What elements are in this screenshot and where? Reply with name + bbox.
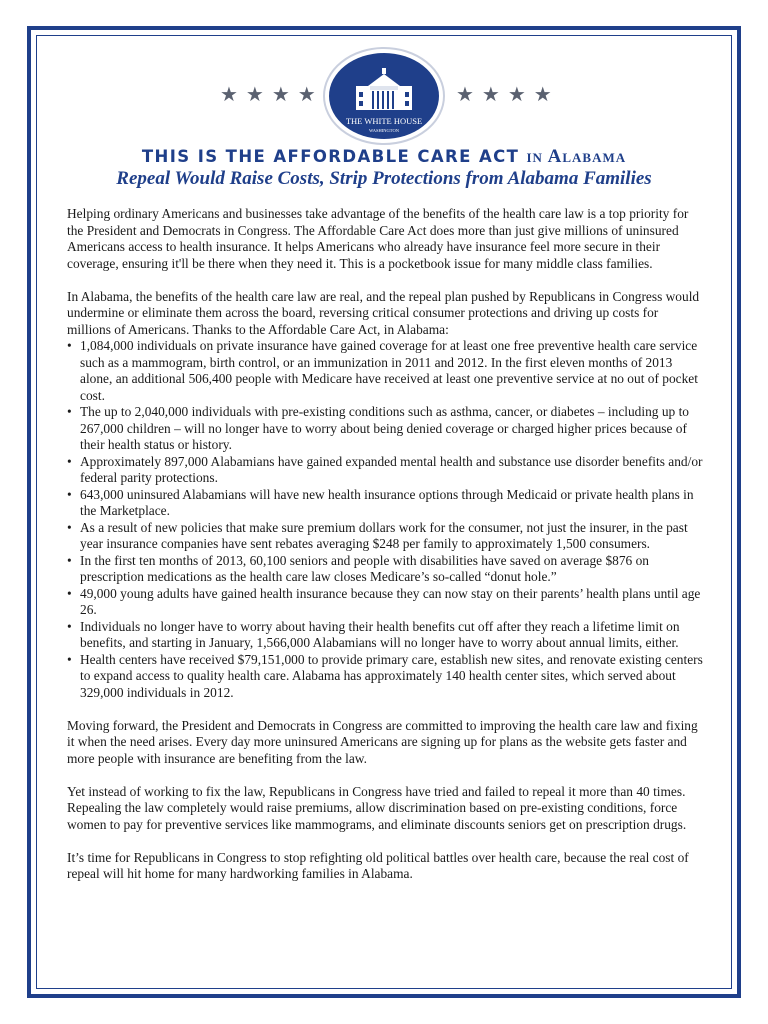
stars-right: ★★★★	[456, 82, 560, 106]
list-item: • As a result of new policies that make sure premium dollars work for the consumer, not just the insurer, in the past year insurance companies have sent rebates averaging $248 per family to approximately 1,500 consumers.	[67, 520, 703, 553]
paragraph-state-intro: In Alabama, the benefits of the health care law are real, and the repeal plan pushed by Republicans in Congress would undermine or eliminate them across the board, reversing critical consumer protections and driving up costs for millions of Americans. Thanks to the Affordable Care Act, in Alabama:	[67, 288, 700, 337]
seal-subtitle: WASHINGTON	[369, 128, 399, 133]
list-item: • Health centers have received $79,151,000 to provide primary care, establish new sites, and renovate existing centers to expand access to quality health care. Alabama has approximately 140 health center sites, which served about 329,000 individuals in 2012.	[67, 652, 703, 702]
title-main: THIS IS THE AFFORDABLE CARE ACT	[141, 147, 520, 166]
list-item: • 49,000 young adults have gained health insurance because they can now stay on their parents’ health plans until age 26.	[67, 586, 703, 619]
list-item: • In the first ten months of 2013, 60,100 seniors and people with disabilities have saved on average $876 on prescription medications as the health care law closes Medicare’s so-called “donut hole.”	[67, 553, 703, 586]
document-body	[67, 206, 703, 899]
list-item: • Approximately 897,000 Alabamians have gained expanded mental health and substance use disorder benefits and/or federal parity protections.	[67, 454, 703, 487]
document-subtitle: Repeal Would Raise Costs, Strip Protections from Alabama Families	[116, 168, 652, 189]
letterhead	[0, 46, 768, 146]
benefits-list	[67, 338, 703, 701]
seal-title: THE WHITE HOUSE	[345, 116, 423, 126]
list-item: • Individuals no longer have to worry about having their health benefits cut off after they reach a lifetime limit on benefits, and starting in January, 1,566,000 Alabamians will no longer have to worry about annual limits, either.	[67, 619, 703, 652]
list-item: • The up to 2,040,000 individuals with pre-existing conditions such as asthma, cancer, or diabetes – including up to 267,000 children – will no longer have to worry about being denied coverage or charged higher prices because of their health status or history.	[67, 404, 703, 454]
paragraph-moving-forward: Moving forward, the President and Democrats in Congress are committed to improving the health care law and fixing it when the need arises. Every day more uninsured Americans are signing up for plans as the website gets faster and more people with insurance are benefiting from the law.	[67, 717, 698, 766]
paragraph-closing: It’s time for Republicans in Congress to stop refighting old political battles over health care, because the real cost of repeal will hit home for many hardworking families in Alabama.	[67, 849, 689, 881]
document-title	[0, 146, 768, 168]
stars-left: ★★★★	[220, 82, 324, 106]
list-item: • 1,084,000 individuals on private insurance have gained coverage for at least one free preventive health care service such as a mammogram, birth control, or an immunization in 2011 and 2012. In the first eleven months of 2013 alone, an additional 506,400 people with Medicare have received at least one preventive service at no out of pocket cost.	[67, 338, 703, 404]
white-house-seal-logo	[322, 46, 446, 146]
title-state: in Alabama	[526, 146, 627, 167]
paragraph-intro: Helping ordinary Americans and businesses take advantage of the benefits of the health care law is a top priority for the President and Democrats in Congress. The Affordable Care Act does more than just give millions of uninsured Americans access to health insurance. It helps Americans who already have insurance feel more secure in their coverage, ensuring it'll be there when they need it. This is a pocketbook issue for many middle class families.	[67, 206, 689, 271]
paragraph-yet-instead: Yet instead of working to fix the law, Republicans in Congress have tried and failed to repeal it more than 40 times. Repealing the law completely would raise premiums, allow discrimination based on pre-existing conditions, force women to pay for preventive services like mammograms, and eliminate discounts seniors get on prescription drugs.	[67, 783, 687, 832]
list-item: • 643,000 uninsured Alabamians will have new health insurance options through Medicaid or private health plans in the Marketplace.	[67, 487, 703, 520]
